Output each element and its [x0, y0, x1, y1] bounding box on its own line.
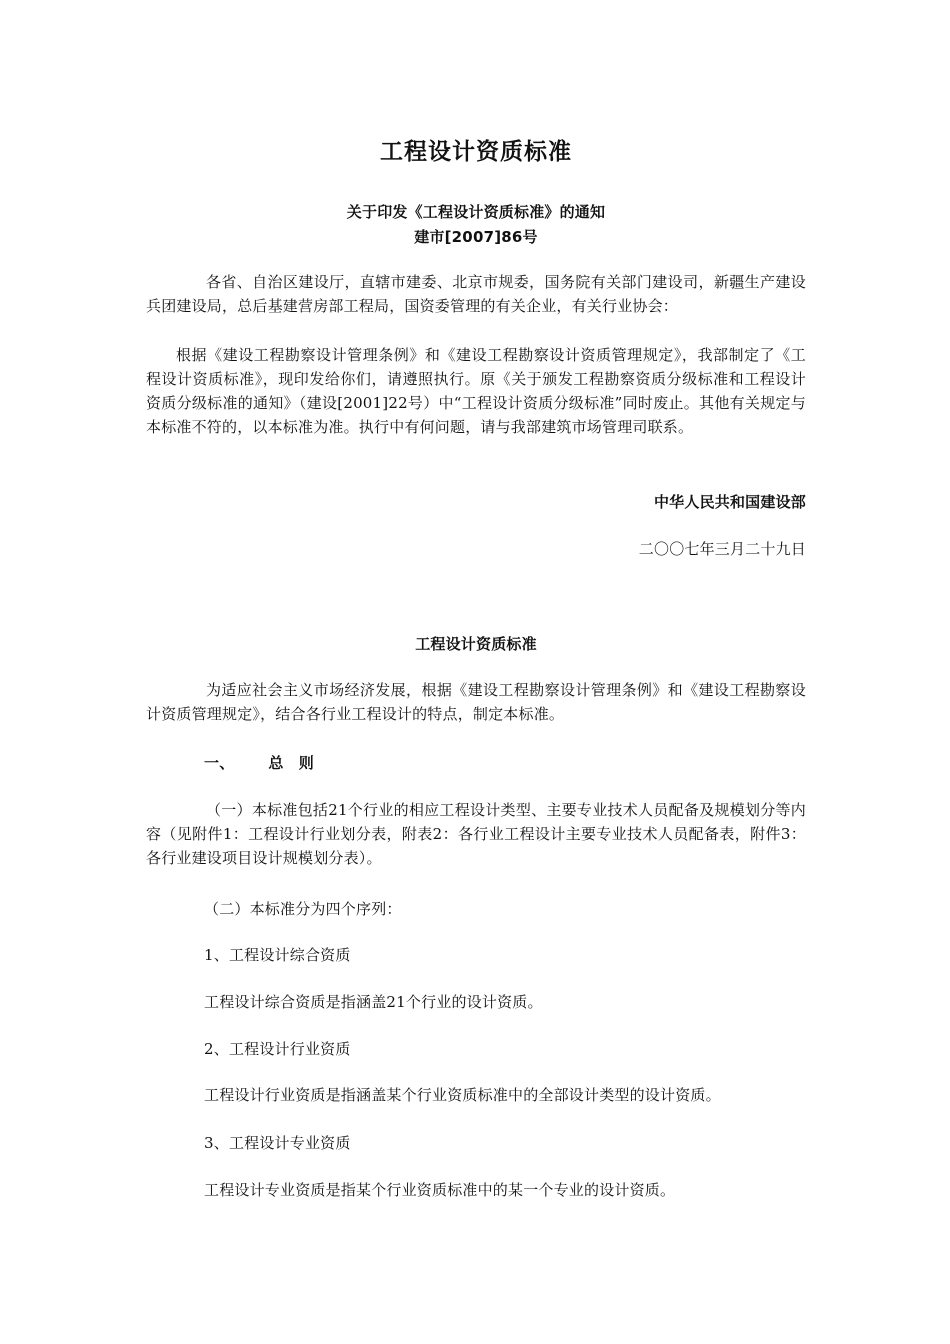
- notice-body-paragraph: 根据《建设工程勘察设计管理条例》和《建设工程勘察设计资质管理规定》，我部制定了《工程设计资质标准》，现印发给你们，请遵照执行。原《关于颁发工程勘察资质分级标准和工程设计资质分级标准的通知》（建设[2001]22号）中“工程设计资质分级标准”同时废止。其他有关规定与本标准不符的，以本标准为准。执行中有何问题，请与我部建筑市场管理司联系。: [146, 346, 806, 436]
- item-one-description: 工程设计综合资质是指涵盖21个行业的设计资质。: [204, 993, 543, 1011]
- document-number: 建市[2007]86号: [414, 228, 538, 246]
- issue-date: 二〇〇七年三月二十九日: [638, 540, 806, 558]
- item-three-description: 工程设计专业资质是指某个行业资质标准中的某一个专业的设计资质。: [204, 1181, 676, 1199]
- item-one-title: 1、工程设计综合资质: [204, 946, 351, 964]
- document-title: 工程设计资质标准: [380, 139, 572, 165]
- item-two-title: 2、工程设计行业资质: [204, 1040, 351, 1058]
- section-title: 总 则: [268, 754, 315, 772]
- section-number: 一、: [204, 754, 235, 772]
- item-three-title: 3、工程设计专业资质: [204, 1134, 351, 1152]
- standard-intro-paragraph: 为适应社会主义市场经济发展，根据《建设工程勘察设计管理条例》和《建设工程勘察设计资质管理规定》，结合各行业工程设计的特点，制定本标准。: [146, 681, 806, 723]
- item-two-description: 工程设计行业资质是指涵盖某个行业资质标准中的全部设计类型的设计资质。: [204, 1086, 721, 1104]
- clause-two-paragraph: （二）本标准分为四个序列：: [204, 900, 402, 918]
- issuer: 中华人民共和国建设部: [653, 493, 806, 511]
- section-heading: [146, 751, 864, 775]
- standard-title: 工程设计资质标准: [415, 635, 537, 653]
- notice-title: 关于印发《工程设计资质标准》的通知: [346, 203, 606, 221]
- clause-one-paragraph: （一）本标准包括21个行业的相应工程设计类型、主要专业技术人员配备及规模划分等内容（见附件1：工程设计行业划分表，附表2：各行业工程设计主要专业技术人员配备表，附件3：各行业建设项目设计规模划分表）。: [146, 801, 806, 867]
- recipients-paragraph: 各省、自治区建设厅，直辖市建委、北京市规委，国务院有关部门建设司，新疆生产建设兵团建设局，总后基建营房部工程局，国资委管理的有关企业，有关行业协会：: [146, 273, 806, 315]
